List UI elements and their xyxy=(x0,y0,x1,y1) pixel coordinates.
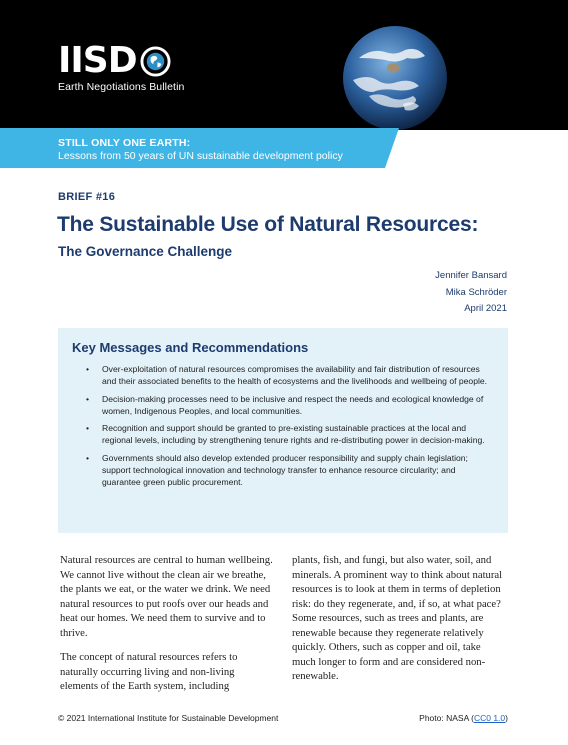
iisd-logo[interactable] xyxy=(58,41,171,81)
author-name: Jennifer Bansard xyxy=(435,270,507,281)
document-title: The Sustainable Use of Natural Resources: xyxy=(57,213,479,236)
list-item: • Over-exploitation of natural resources compromises the availability and fair distribution of resources and their associated benefits to the health of ecosystems and the livelihoods and wellbeing of people. xyxy=(86,364,488,387)
key-messages-list xyxy=(86,363,496,494)
logo-subtitle: Earth Negotiations Bulletin xyxy=(58,81,185,93)
globe-icon xyxy=(140,46,171,77)
body-paragraph: The concept of natural resources refers to naturally occurring living and non-living elements of the Earth system, including xyxy=(60,651,238,692)
body-column-left xyxy=(60,553,275,704)
license-link[interactable]: CC0 1.0 xyxy=(473,713,506,723)
brief-label: BRIEF #16 xyxy=(58,191,116,203)
list-item: • Decision-making processes need to be inclusive and respect the needs and ecological knowledge of women, Indigenous Peoples, and local communities. xyxy=(86,393,484,416)
bullet: • xyxy=(86,393,90,404)
list-item: • Governments should also develop extended producer responsibility and supply chain legislation; support technological innovation and technology transfer to enhance resource circularity; and guarantee green public procurement. xyxy=(86,452,468,488)
banner-subtitle: Lessons from 50 years of UN sustainable development policy xyxy=(58,150,343,162)
document-subtitle: The Governance Challenge xyxy=(58,244,233,259)
bullet: • xyxy=(86,423,90,434)
body-paragraph: Natural resources are central to human wellbeing. We cannot live without the clean air we breathe, the plants we eat, or the water we drink. We need natural resources to put roofs over our heads and heat our homes. We need them to survive and to thrive. xyxy=(60,554,273,639)
authors-block xyxy=(435,268,507,318)
bullet: • xyxy=(86,364,90,374)
body-column-right xyxy=(292,553,507,694)
body-paragraph: plants, fish, and fungi, but also water, soil, and minerals. A prominent way to think about natural resources is to look at them in terms of depletion risk: do they regenerate, and, if so, at what pace? Some resources, such as trees and plants, are renewable because they regenerate relatively quickly. Others, such as copper and oil, take much longer to form and are considered non-renewable. xyxy=(292,554,503,682)
header xyxy=(0,0,568,130)
copyright-notice: © 2021 International Institute for Sustainable Development xyxy=(58,713,279,723)
photo-credit: Photo: NASA (CC0 1.0) xyxy=(419,713,508,723)
logo-text: IISD xyxy=(58,40,137,81)
banner-title: STILL ONLY ONE EARTH: xyxy=(58,137,191,149)
earth-photo xyxy=(339,18,451,130)
bullet: • xyxy=(86,452,90,463)
list-item: • Recognition and support should be granted to pre-existing sustainable practices at the local and regional levels, including by strengthening tenure rights and re-distributing power in decision-making. xyxy=(86,423,485,446)
publication-date: April 2021 xyxy=(464,303,507,314)
key-messages-title: Key Messages and Recommendations xyxy=(72,340,309,355)
key-messages-box xyxy=(58,328,508,533)
author-name: Mika Schröder xyxy=(445,286,507,298)
